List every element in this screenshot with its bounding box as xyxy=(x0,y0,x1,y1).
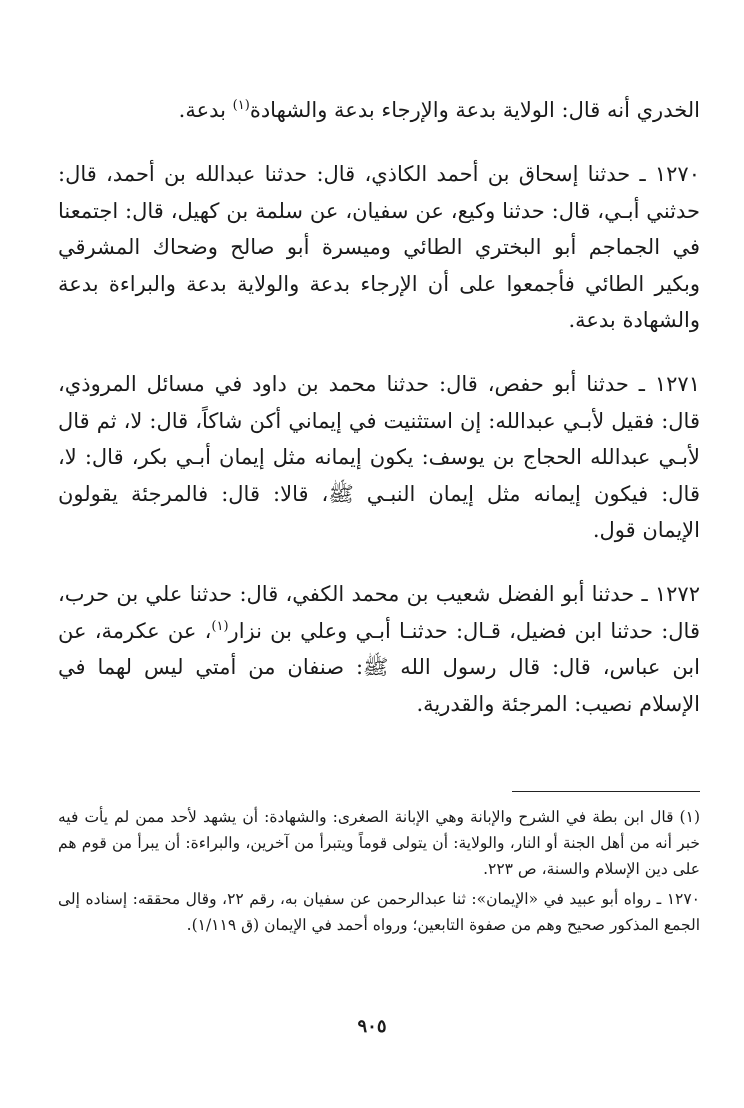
footnote-divider xyxy=(512,791,700,792)
hadith-1272-text-a: ١٢٧٢ ـ حدثنا أبو الفضل شعيب بن محمد الكفي، قال: حدثنا علي بن حرب، قال: حدثنا ابن فضيل، قـال: حدثنـا أبـي وعلي بن نزار xyxy=(58,582,700,643)
footnotes-section xyxy=(58,804,700,942)
intro-text: الخدري أنه قال: الولاية بدعة والإرجاء بدعة والشهادة xyxy=(249,98,700,122)
intro-paragraph xyxy=(58,92,700,129)
hadith-1272-text-b: ، عن عكرمة، عن ابن عباس، قال: قال رسول الله ﷺ: صنفان من أمتي ليس لهما في الإسلام نصيب: المرجئة والقدرية. xyxy=(58,618,700,716)
page-number: ٩٠٥ xyxy=(357,1016,387,1037)
footnote-ref-1b[interactable]: (١) xyxy=(211,618,229,634)
hadith-1272-paragraph xyxy=(58,576,700,722)
footnote-1270: ١٢٧٠ ـ رواه أبو عبيد في «الإيمان»: ثنا عبدالرحمن عن سفيان به، رقم ٢٢، وقال محققه: إسناده إلى الجمع المذكور صحيح وهم من صفوة التابعين؛ ورواه أحمد في الإيمان (ق ١/١١٩). xyxy=(58,890,701,934)
hadith-1270-paragraph: ١٢٧٠ ـ حدثنا إسحاق بن أحمد الكاذي، قال: حدثنا عبدالله بن أحمد، قال: حدثني أبـي، قال: حدثنا وكيع، عن سفيان، عن سلمة بن كهيل، قال: اجتمعنا في الجماجم أبو البختري الطائي وميسرة أبو صالح وضحاك المشرقي وبكير الطائي فأجمعوا على أن الإرجاء بدعة والولاية بدعة والبراءة بدعة والشهادة بدعة. xyxy=(58,162,700,332)
footnote-ref-1[interactable]: (١) xyxy=(232,98,250,113)
intro-tail: بدعة. xyxy=(178,98,233,122)
footnote-1: (١) قال ابن بطة في الشرح والإبانة وهي الإبانة الصغرى: والشهادة: أن يشهد لأحد ممن لم يأت فيه خبر أنه من أهل الجنة أو النار، والولاية: أن يتولى قوماً ويتبرأ من آخرين، والبراءة: أن يبرأ من قوم هم على دين الإسلام والسنة، ص ٢٢٣. xyxy=(58,808,700,878)
hadith-1271-paragraph: ١٢٧١ ـ حدثنا أبو حفص، قال: حدثنا محمد بن داود في مسائل المروذي، قال: فقيل لأبـي عبدالله: إن استثنيت في إيماني أكن شاكاً، قال: لا، ثم قال لأبـي عبدالله الحجاج بن يوسف: يكون إيمانه مثل إيمان أبـي بكر، قال: لا، قال: فيكون إيمانه مثل إيمان النبـي ﷺ، قالا: قال: فالمرجئة يقولون الإيمان قول. xyxy=(58,372,700,542)
